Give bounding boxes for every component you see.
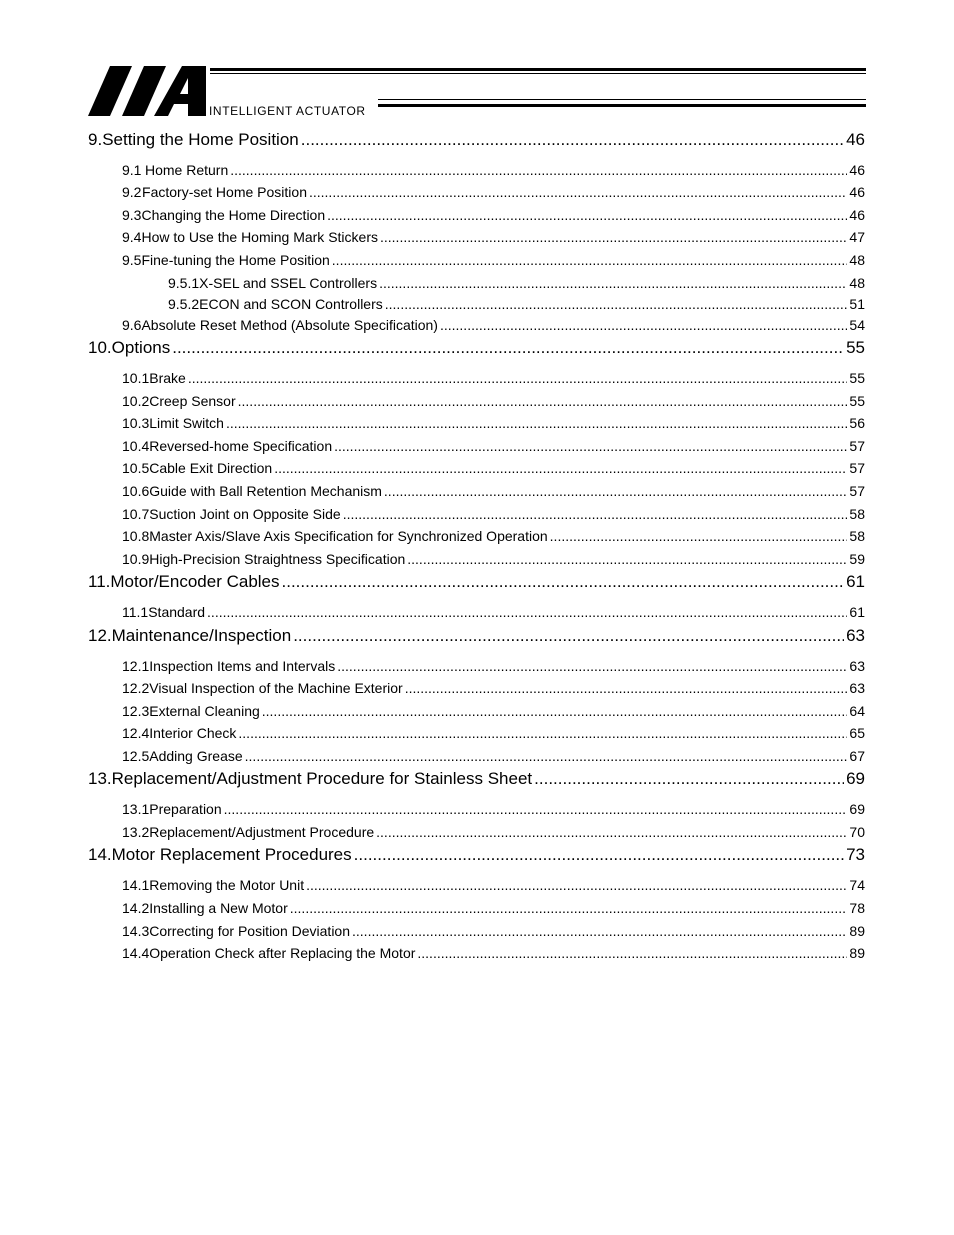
toc-section-entry[interactable]: [122, 460, 865, 476]
toc-dot-leader: [172, 338, 844, 358]
toc-section-entry[interactable]: [122, 415, 865, 431]
toc-section-entry[interactable]: [122, 184, 865, 200]
toc-entry-title: Home Return: [144, 162, 229, 178]
toc-entry-number: 9.5.2: [168, 296, 200, 312]
toc-chapter-entry[interactable]: [88, 338, 865, 358]
toc-entry-page-number: 63: [846, 626, 865, 645]
toc-entry-title: ECON and SCON Controllers: [199, 296, 383, 312]
toc-entry-title: Removing the Motor Unit: [149, 877, 305, 893]
toc-section-entry[interactable]: [122, 551, 865, 567]
toc-dot-leader: [337, 658, 847, 674]
toc-entry-title: Creep Sensor: [149, 393, 236, 409]
toc-entry-page-number: 48: [849, 275, 865, 291]
toc-dot-leader: [407, 551, 847, 567]
toc-entry-number: 9.5.1: [168, 275, 200, 291]
toc-dot-leader: [405, 680, 848, 696]
toc-dot-leader: [534, 769, 844, 789]
toc-entry-page-number: 46: [846, 130, 865, 149]
toc-entry-page-number: 61: [849, 604, 865, 620]
toc-chapter-entry[interactable]: [88, 626, 865, 646]
toc-section-entry[interactable]: [122, 393, 865, 409]
toc-entry-title: Inspection Items and Intervals: [149, 658, 336, 674]
toc-entry-title: Factory-set Home Position: [142, 184, 307, 200]
toc-entry-page-number: 61: [846, 572, 865, 591]
toc-entry-title: Brake: [149, 370, 186, 386]
toc-section-entry[interactable]: [122, 604, 865, 620]
toc-section-entry[interactable]: [122, 923, 865, 939]
toc-entry-page-number: 78: [849, 900, 865, 916]
toc-entry-number: 10.7: [122, 506, 150, 522]
toc-dot-leader: [224, 801, 848, 817]
toc-entry-page-number: 56: [849, 415, 865, 431]
page-header: [88, 66, 866, 120]
toc-entry-title: Changing the Home Direction: [141, 207, 326, 223]
toc-entry-page-number: 89: [849, 923, 865, 939]
toc-section-entry[interactable]: [122, 680, 865, 696]
toc-entry-number: 9.1: [122, 162, 142, 178]
toc-section-entry[interactable]: [122, 900, 865, 916]
toc-dot-leader: [290, 900, 848, 916]
toc-entry-number: 12.4: [122, 725, 150, 741]
toc-dot-leader: [332, 252, 848, 268]
toc-entry-title: Setting the Home Position: [102, 130, 299, 149]
toc-entry-number: 9.: [88, 130, 103, 149]
toc-entry-title: Options: [111, 338, 171, 357]
toc-entry-page-number: 69: [849, 801, 865, 817]
toc-entry-number: 14.2: [122, 900, 150, 916]
toc-entry-number: 13.1: [122, 801, 150, 817]
toc-chapter-entry[interactable]: [88, 572, 865, 592]
header-rule-bottom-thin: [378, 99, 866, 100]
toc-entry-page-number: 89: [849, 945, 865, 961]
toc-dot-leader: [306, 877, 847, 893]
toc-entry-page-number: 46: [849, 162, 865, 178]
toc-section-entry[interactable]: [122, 877, 865, 893]
toc-entry-number: 14.: [88, 845, 112, 864]
toc-section-entry[interactable]: [122, 824, 865, 840]
toc-entry-number: 14.3: [122, 923, 150, 939]
toc-section-entry[interactable]: [122, 370, 865, 386]
toc-entry-page-number: 69: [846, 769, 865, 788]
toc-entry-page-number: 70: [849, 824, 865, 840]
toc-section-entry[interactable]: [122, 483, 865, 499]
toc-entry-number: 9.3: [122, 207, 142, 223]
toc-entry-page-number: 55: [849, 393, 865, 409]
toc-entry-number: 9.2: [122, 184, 142, 200]
toc-dot-leader: [327, 207, 847, 223]
toc-entry-title: Preparation: [149, 801, 222, 817]
toc-entry-title: Absolute Reset Method (Absolute Specification): [141, 317, 438, 333]
toc-entry-number: 10.9: [122, 551, 150, 567]
toc-section-entry[interactable]: [122, 801, 865, 817]
toc-chapter-entry[interactable]: [88, 845, 865, 865]
toc-entry-number: 12.3: [122, 703, 150, 719]
toc-entry-title: Master Axis/Slave Axis Specification for Synchronized Operation: [149, 528, 548, 544]
toc-section-entry[interactable]: [122, 945, 865, 961]
toc-subsection-entry[interactable]: [168, 296, 865, 312]
toc-entry-title: Standard: [148, 604, 206, 620]
toc-entry-number: 10.1: [122, 370, 150, 386]
toc-dot-leader: [354, 845, 844, 865]
toc-dot-leader: [440, 317, 847, 333]
toc-dot-leader: [343, 506, 848, 522]
toc-entry-number: 9.6: [122, 317, 142, 333]
toc-entry-title: Fine-tuning the Home Position: [141, 252, 330, 268]
header-rule-top-thick: [210, 68, 866, 71]
toc-section-entry[interactable]: [122, 748, 865, 764]
toc-dot-leader: [385, 296, 848, 312]
toc-entry-number: 10.4: [122, 438, 150, 454]
toc-dot-leader: [238, 725, 847, 741]
toc-entry-page-number: 55: [849, 370, 865, 386]
toc-section-entry[interactable]: [122, 438, 865, 454]
toc-section-entry[interactable]: [122, 162, 865, 178]
toc-section-entry[interactable]: [122, 252, 865, 268]
toc-entry-title: Maintenance/Inspection: [111, 626, 292, 645]
toc-dot-leader: [238, 393, 848, 409]
toc-entry-page-number: 63: [849, 658, 865, 674]
toc-entry-number: 10.8: [122, 528, 150, 544]
toc-entry-number: 14.1: [122, 877, 150, 893]
toc-dot-leader: [188, 370, 848, 386]
toc-dot-leader: [380, 229, 847, 245]
toc-dot-leader: [282, 572, 845, 592]
toc-chapter-entry[interactable]: [88, 769, 865, 789]
toc-entry-page-number: 57: [849, 438, 865, 454]
toc-entry-page-number: 58: [849, 528, 865, 544]
toc-entry-number: 10.2: [122, 393, 150, 409]
toc-entry-page-number: 57: [849, 483, 865, 499]
toc-entry-number: 10.3: [122, 415, 150, 431]
toc-entry-title: Installing a New Motor: [149, 900, 288, 916]
toc-dot-leader: [384, 483, 848, 499]
toc-entry-number: 12.1: [122, 658, 150, 674]
toc-entry-title: High-Precision Straightness Specification: [149, 551, 406, 567]
toc-entry-title: Limit Switch: [149, 415, 224, 431]
toc-subsection-entry[interactable]: [168, 275, 865, 291]
toc-entry-number: 10.5: [122, 460, 150, 476]
logo-text: INTELLIGENT ACTUATOR: [209, 104, 366, 118]
toc-entry-number: 12.5: [122, 748, 150, 764]
toc-entry-title: Motor Replacement Procedures: [111, 845, 352, 864]
toc-entry-page-number: 73: [846, 845, 865, 864]
toc-entry-number: 9.5: [122, 252, 142, 268]
toc-section-entry[interactable]: [122, 528, 865, 544]
toc-entry-title: X-SEL and SSEL Controllers: [199, 275, 378, 291]
toc-entry-title: Interior Check: [149, 725, 237, 741]
toc-entry-number: 14.4: [122, 945, 150, 961]
toc-entry-title: Motor/Encoder Cables: [110, 572, 280, 591]
toc-entry-page-number: 63: [849, 680, 865, 696]
toc-entry-title: Operation Check after Replacing the Motor: [149, 945, 416, 961]
toc-entry-title: How to Use the Homing Mark Stickers: [141, 229, 378, 245]
toc-section-entry[interactable]: [122, 207, 865, 223]
toc-dot-leader: [226, 415, 847, 431]
toc-dot-leader: [245, 748, 848, 764]
toc-dot-leader: [274, 460, 847, 476]
toc-dot-leader: [309, 184, 847, 200]
header-rule-bottom-thick: [378, 104, 866, 107]
toc-entry-number: 12.2: [122, 680, 150, 696]
toc-entry-title: Replacement/Adjustment Procedure for Stainless Sheet: [111, 769, 533, 788]
toc-dot-leader: [207, 604, 847, 620]
toc-entry-title: Reversed-home Specification: [149, 438, 333, 454]
toc-entry-title: Adding Grease: [149, 748, 243, 764]
toc-section-entry[interactable]: [122, 229, 865, 245]
toc-section-entry[interactable]: [122, 703, 865, 719]
toc-dot-leader: [334, 438, 847, 454]
toc-entry-page-number: 74: [849, 877, 865, 893]
toc-entry-page-number: 47: [849, 229, 865, 245]
toc-entry-title: Suction Joint on Opposite Side: [149, 506, 341, 522]
toc-dot-leader: [293, 626, 844, 646]
toc-dot-leader: [550, 528, 848, 544]
toc-entry-number: 11.1: [122, 604, 149, 620]
toc-entry-page-number: 46: [849, 207, 865, 223]
toc-dot-leader: [352, 923, 847, 939]
toc-entry-page-number: 65: [849, 725, 865, 741]
toc-entry-number: 13.2: [122, 824, 150, 840]
toc-entry-page-number: 48: [849, 252, 865, 268]
toc-dot-leader: [301, 130, 844, 150]
toc-entry-title: Visual Inspection of the Machine Exterior: [149, 680, 403, 696]
toc-entry-title: External Cleaning: [149, 703, 260, 719]
toc-entry-number: 9.4: [122, 229, 142, 245]
toc-section-entry[interactable]: [122, 725, 865, 741]
header-rule-top-thin: [210, 73, 866, 74]
toc-dot-leader: [379, 275, 847, 291]
toc-section-entry[interactable]: [122, 317, 865, 333]
toc-entry-page-number: 57: [849, 460, 865, 476]
toc-dot-leader: [230, 162, 847, 178]
toc-entry-number: 10.6: [122, 483, 150, 499]
toc-dot-leader: [417, 945, 847, 961]
toc-entry-page-number: 55: [846, 338, 865, 357]
toc-dot-leader: [376, 824, 847, 840]
toc-section-entry[interactable]: [122, 506, 865, 522]
toc-dot-leader: [262, 703, 848, 719]
toc-entry-page-number: 54: [849, 317, 865, 333]
toc-entry-page-number: 58: [849, 506, 865, 522]
toc-entry-number: 11.: [88, 572, 111, 591]
toc-entry-page-number: 64: [849, 703, 865, 719]
toc-chapter-entry[interactable]: [88, 130, 865, 150]
toc-entry-number: 12.: [88, 626, 112, 645]
toc-entry-title: Guide with Ball Retention Mechanism: [149, 483, 382, 499]
toc-entry-page-number: 51: [849, 296, 865, 312]
toc-entry-title: Replacement/Adjustment Procedure: [149, 824, 375, 840]
toc-entry-title: Correcting for Position Deviation: [149, 923, 351, 939]
toc-entry-number: 10.: [88, 338, 112, 357]
iai-logo: [88, 66, 208, 118]
toc-entry-page-number: 67: [849, 748, 865, 764]
toc-entry-title: Cable Exit Direction: [149, 460, 273, 476]
toc-section-entry[interactable]: [122, 658, 865, 674]
toc-entry-number: 13.: [88, 769, 112, 788]
toc-entry-page-number: 46: [849, 184, 865, 200]
toc-entry-page-number: 59: [849, 551, 865, 567]
